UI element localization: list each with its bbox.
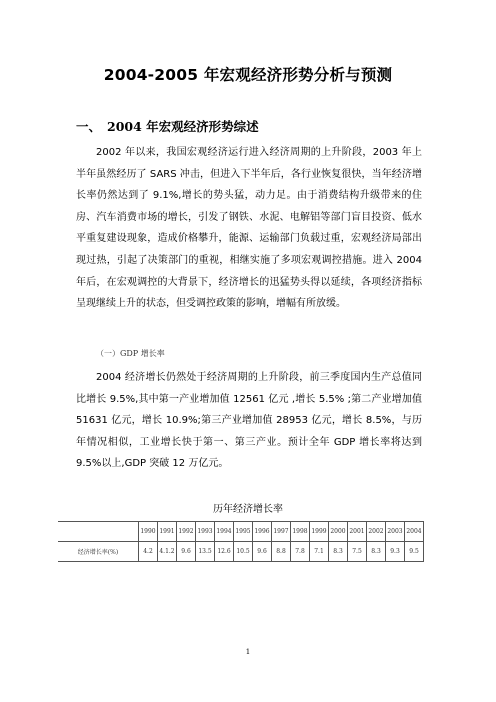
- year-cell: 2004: [405, 522, 424, 542]
- table-header-row: [58, 522, 424, 542]
- year-cell: 1999: [310, 522, 329, 542]
- year-cell: 1995: [234, 522, 253, 542]
- page-number: 1: [245, 648, 251, 656]
- subheading-gdp: （一）GDP 增长率: [96, 349, 165, 358]
- row-label: 经济增长率(%): [58, 542, 139, 562]
- year-cell: 2001: [348, 522, 367, 542]
- value-cell: 13.5: [196, 542, 215, 562]
- value-cell: 8.3: [367, 542, 386, 562]
- document-title: 2004-2005 年宏观经济形势分析与预测: [103, 66, 393, 84]
- year-cell: 1994: [215, 522, 234, 542]
- value-cell: 9.3: [386, 542, 405, 562]
- value-cell: 7.5: [348, 542, 367, 562]
- value-cell: 10.5: [234, 542, 253, 562]
- year-cell: 1996: [253, 522, 272, 542]
- value-cell: 12.6: [215, 542, 234, 562]
- value-cell: 8.3: [329, 542, 348, 562]
- year-cell: 2002: [367, 522, 386, 542]
- section-heading: [76, 117, 259, 135]
- paragraph-gdp-text: 2004 经济增长仍然处于经济周期的上升阶段，前三季度国内生产总值同比增长 9.5%,其中第一产业增加值 12561 亿元 ,增长 5.5% ;第二产业增加值 51631 亿元，增长 10.9%;第三产业增加值 28953 亿元，增长 8.5%，与历年情况相似，工业增长快于第一、第三产业。预计全年 GDP 增长率将达到 9.5%以上,GDP 突破 12 万亿元。: [76, 372, 422, 470]
- value-cell: 7.8: [291, 542, 310, 562]
- paragraph-gdp: [76, 367, 422, 475]
- value-cell: 4.2: [139, 542, 158, 562]
- value-cell: 9.6: [177, 542, 196, 562]
- value-cell: 7.1: [310, 542, 329, 562]
- paragraph-overview-text: 2002 年以来，我国宏观经济运行进入经济周期的上升阶段，2003 年上半年虽然经历了 SARS 冲击，但进入下半年后，各行业恢复很快，当年经济增长率仍然达到了 9.1%,增长的势头猛，动力足。由于消费结构升级带来的住房、汽车消费市场的增长，引发了钢铁、水泥、电解铝等部门盲目投资、低水平重复建设现象，造成价格攀升，能源、运输部门负载过重，宏观经济局部出现过热，引起了决策部门的重视，相继实施了多项宏观调控措施。进入 2004 年后，在宏观调控的大背景下，经济增长的迅猛势头得以延续，各项经济指标呈现继续上升的状态，但受调控政策的影响，增幅有所放缓。: [76, 147, 422, 310]
- value-cell: 4.1.2: [158, 542, 177, 562]
- growth-rate-table: [58, 521, 424, 562]
- value-cell: 8.8: [272, 542, 291, 562]
- year-cell: 2003: [386, 522, 405, 542]
- year-cell: 1990: [139, 522, 158, 542]
- year-cell: 1998: [291, 522, 310, 542]
- year-cell: 2000: [329, 522, 348, 542]
- paragraph-overview: [76, 142, 422, 315]
- year-cell: 1997: [272, 522, 291, 542]
- table-data-row: [58, 542, 424, 562]
- section-number: 一、: [76, 119, 102, 134]
- value-cell: 9.6: [253, 542, 272, 562]
- table-corner-cell: [58, 522, 139, 542]
- year-cell: 1991: [158, 522, 177, 542]
- section-heading-text: 2004 年宏观经济形势综述: [107, 119, 259, 134]
- table-caption: 历年经济增长率: [213, 504, 283, 515]
- year-cell: 1992: [177, 522, 196, 542]
- value-cell: 9.5: [405, 542, 424, 562]
- year-cell: 1993: [196, 522, 215, 542]
